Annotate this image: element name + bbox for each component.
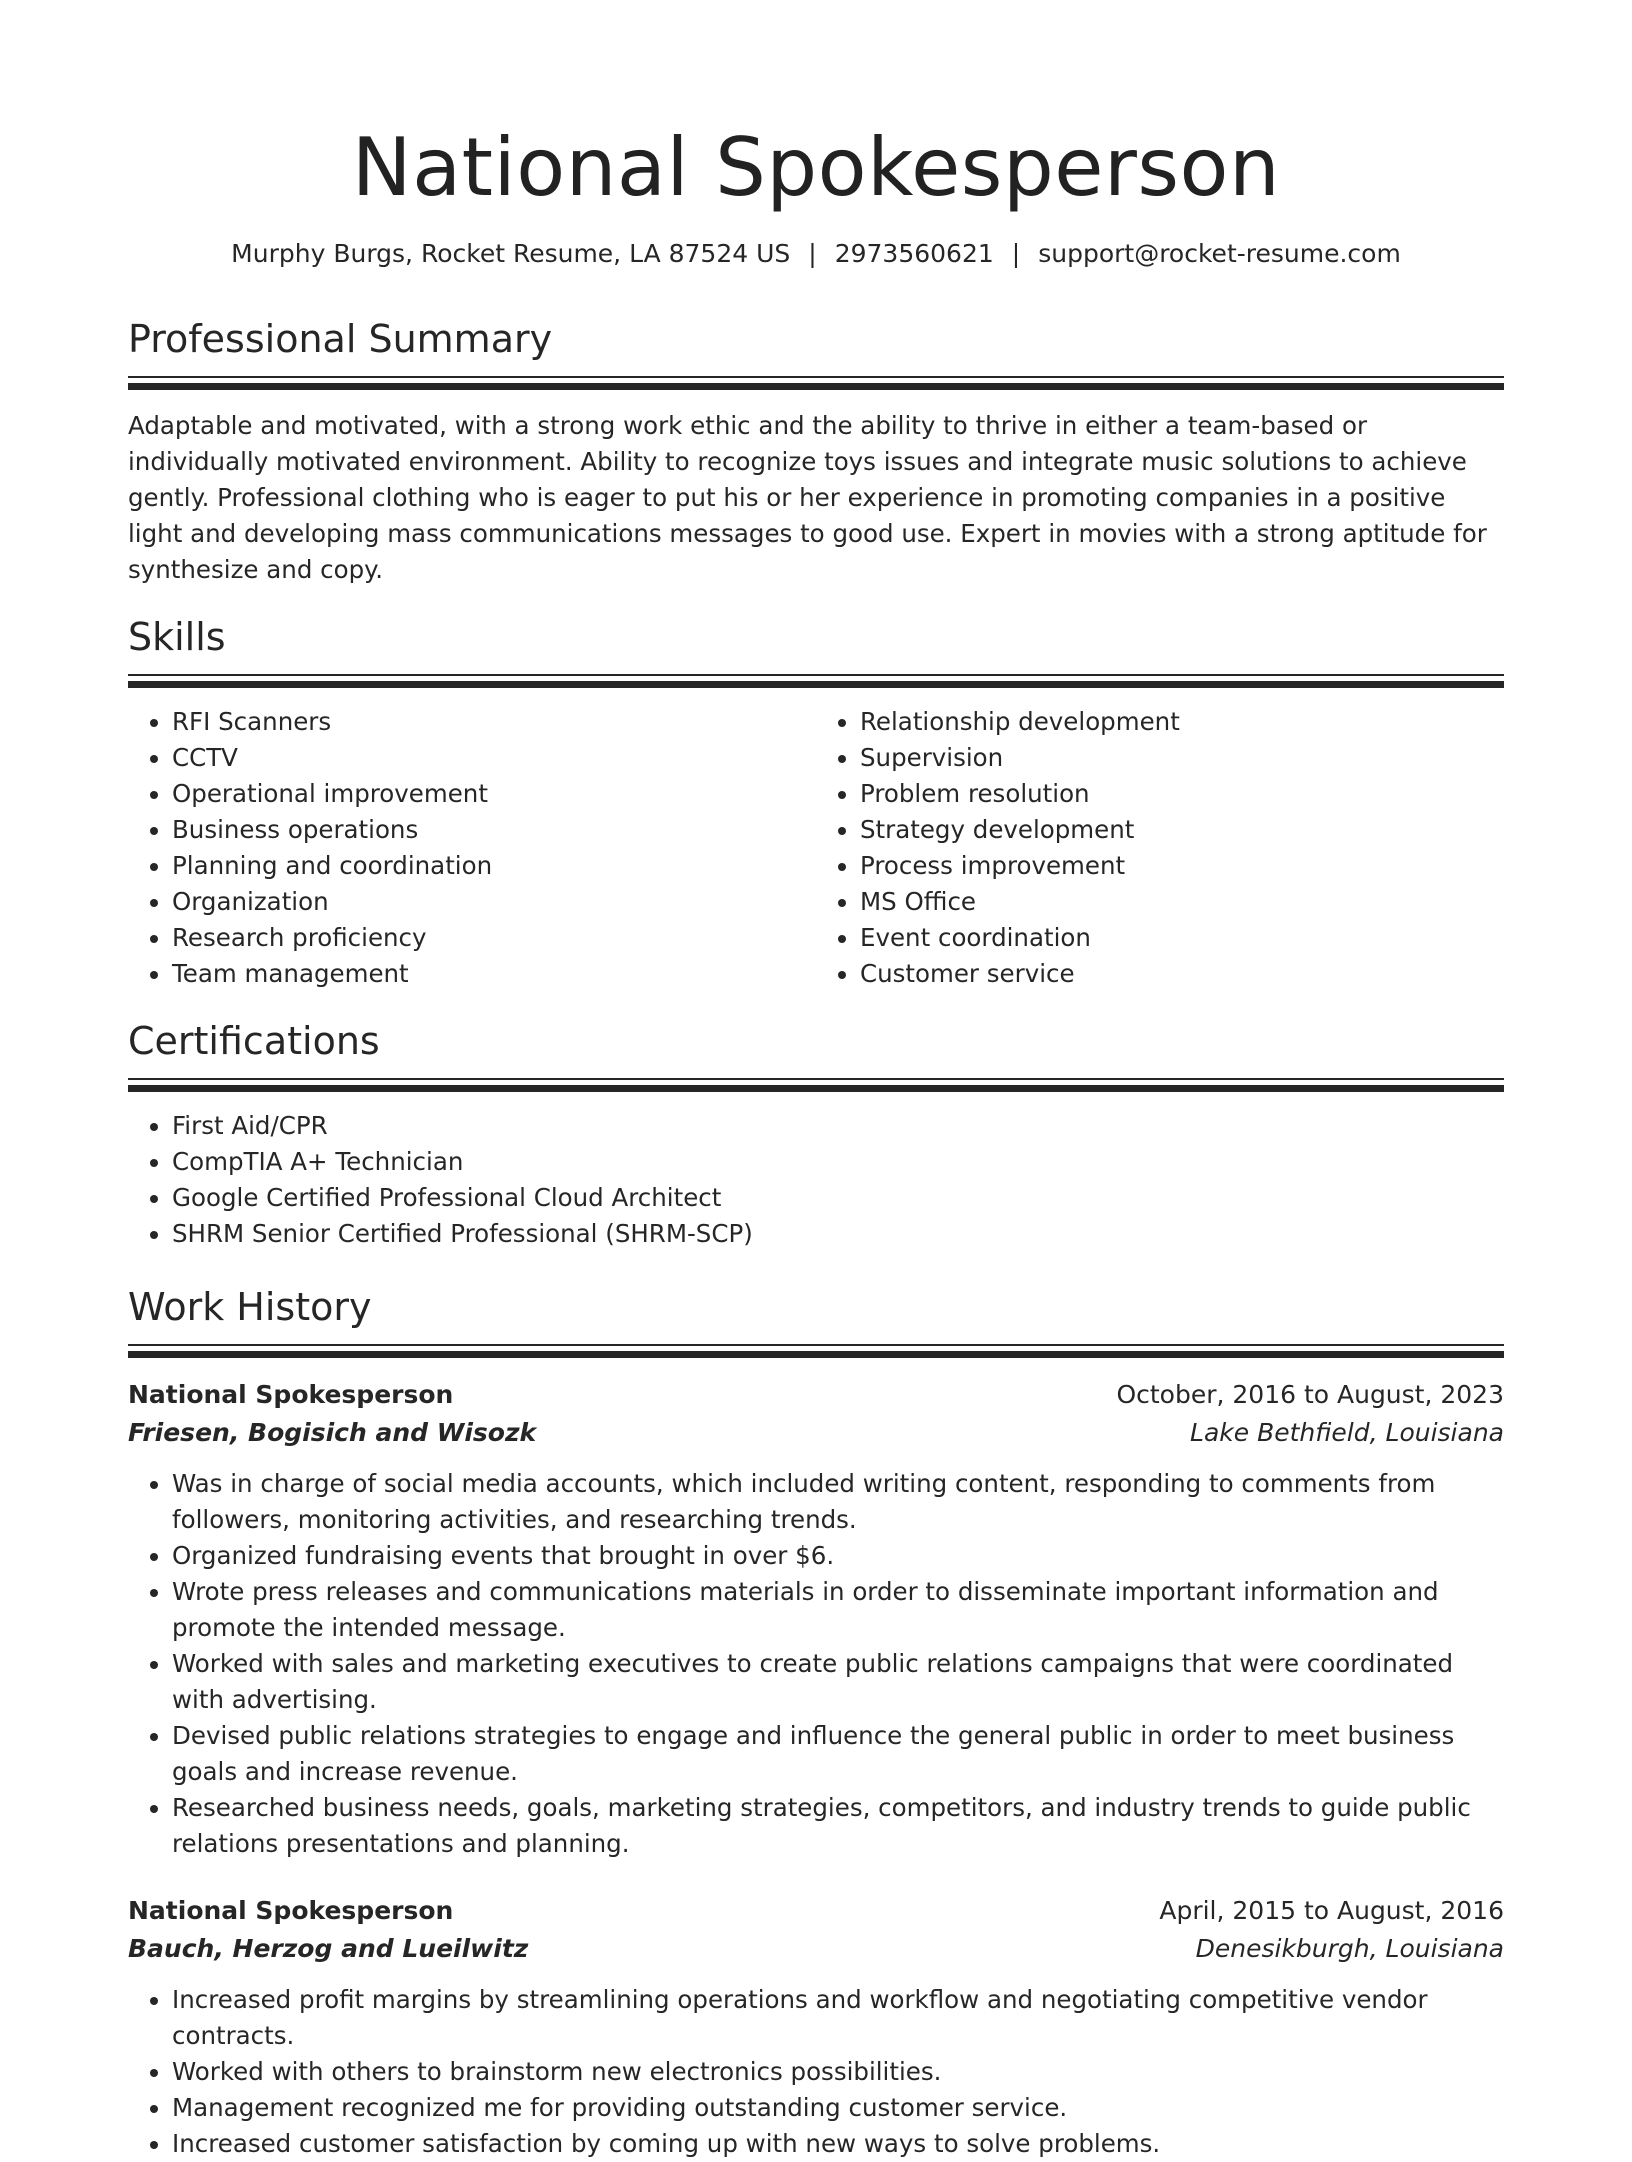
skill-item: • Relationship development [860, 704, 1504, 740]
job-bullet: • Increased profit margins by streamlining operations and workflow and negotiating competitive vendor contracts. [172, 1982, 1504, 2054]
skill-item: • Organization [172, 884, 816, 920]
job-dates: April, 2015 to August, 2016 [1159, 1896, 1504, 1925]
candidate-name: National Spokesperson [351, 121, 1281, 214]
skill-item: • Supervision [860, 740, 1504, 776]
job-bullets [128, 1466, 1504, 1862]
job-company: Bauch, Herzog and Lueilwitz [128, 1934, 529, 1963]
skill-item: • Customer service [860, 956, 1504, 992]
skill-item: • Event coordination [860, 920, 1504, 956]
section-title-summary: Professional Summary [128, 317, 553, 361]
certification-item: • SHRM Senior Certified Professional (SHRM-SCP) [172, 1216, 1504, 1252]
section-divider [128, 1078, 1504, 1092]
job-company: Friesen, Bogisich and Wisozk [128, 1418, 537, 1447]
contact-separator: | [1011, 239, 1021, 268]
job-bullet: • Increased customer satisfaction by coming up with new ways to solve problems. [172, 2126, 1504, 2162]
job-location: Denesikburgh, Louisiana [1195, 1934, 1504, 1963]
skill-item: • RFI Scanners [172, 704, 816, 740]
section-title-certifications: Certifications [128, 1019, 380, 1063]
skills-list-right [816, 704, 1504, 992]
job-bullet: • Researched business needs, goals, marketing strategies, competitors, and industry trends to guide public relations presentations and planning. [172, 1790, 1504, 1862]
job-dates: October, 2016 to August, 2023 [1116, 1380, 1504, 1409]
skill-item: • Process improvement [860, 848, 1504, 884]
job-bullets [128, 1982, 1504, 2162]
job-bullet: • Wrote press releases and communications materials in order to disseminate important information and promote the intended message. [172, 1574, 1504, 1646]
contact-line [128, 238, 1504, 270]
certifications-list [128, 1108, 1504, 1252]
skill-item: • CCTV [172, 740, 816, 776]
summary-text: Adaptable and motivated, with a strong work ethic and the ability to thrive in either a team-based or individually motivated environment. Ability to recognize toys issues and integrate music solutions to achieve gently. Professional clothing who is eager to put his or her experience in promoting companies in a positive light and developing mass communications messages to good use. Expert in movies with a strong aptitude for synthesize and copy. [128, 411, 1487, 584]
section-divider [128, 376, 1504, 390]
job-bullet: • Worked with others to brainstorm new electronics possibilities. [172, 2054, 1504, 2090]
job-subheader [128, 1414, 1504, 1452]
contact-phone: 2973560621 [834, 239, 994, 268]
skill-item: • Problem resolution [860, 776, 1504, 812]
certification-item: • CompTIA A+ Technician [172, 1144, 1504, 1180]
skill-item: • Operational improvement [172, 776, 816, 812]
skills-grid [128, 704, 1504, 992]
skill-item: • Planning and coordination [172, 848, 816, 884]
skills-list-left [128, 704, 816, 992]
job-title: National Spokesperson [128, 1896, 454, 1925]
contact-email: support@rocket-resume.com [1038, 239, 1401, 268]
job-location: Lake Bethfield, Louisiana [1190, 1418, 1504, 1447]
skill-item: • Strategy development [860, 812, 1504, 848]
certification-item: • Google Certified Professional Cloud Architect [172, 1180, 1504, 1216]
contact-separator: | [808, 239, 817, 268]
job-bullet: • Devised public relations strategies to engage and influence the general public in order to meet business goals and increase revenue. [172, 1718, 1504, 1790]
section-title-skills: Skills [128, 615, 226, 659]
skill-item: • MS Office [860, 884, 1504, 920]
job-bullet: • Worked with sales and marketing executives to create public relations campaigns that were coordinated with advertising. [172, 1646, 1504, 1718]
job-bullet: • Organized fundraising events that brought in over $6. [172, 1538, 1504, 1574]
section-title-work-history: Work History [128, 1285, 372, 1329]
skill-item: • Research proficiency [172, 920, 816, 956]
job-entry [128, 1376, 1504, 1862]
skills-section [128, 614, 1504, 992]
job-entry [128, 1892, 1504, 2162]
contact-address: Murphy Burgs, Rocket Resume, LA 87524 US [231, 239, 791, 268]
section-divider [128, 1344, 1504, 1358]
skill-item: • Team management [172, 956, 816, 992]
summary-section [128, 316, 1504, 588]
skill-item: • Business operations [172, 812, 816, 848]
job-bullet: • Was in charge of social media accounts, which included writing content, responding to comments from followers, monitoring activities, and researching trends. [172, 1466, 1504, 1538]
job-title: National Spokesperson [128, 1380, 454, 1409]
work-history-section [128, 1284, 1504, 2162]
job-header [128, 1892, 1504, 1930]
section-divider [128, 674, 1504, 688]
job-subheader [128, 1930, 1504, 1968]
job-bullet: • Management recognized me for providing outstanding customer service. [172, 2090, 1504, 2126]
certifications-section [128, 1018, 1504, 1252]
job-header [128, 1376, 1504, 1414]
certification-item: • First Aid/CPR [172, 1108, 1504, 1144]
